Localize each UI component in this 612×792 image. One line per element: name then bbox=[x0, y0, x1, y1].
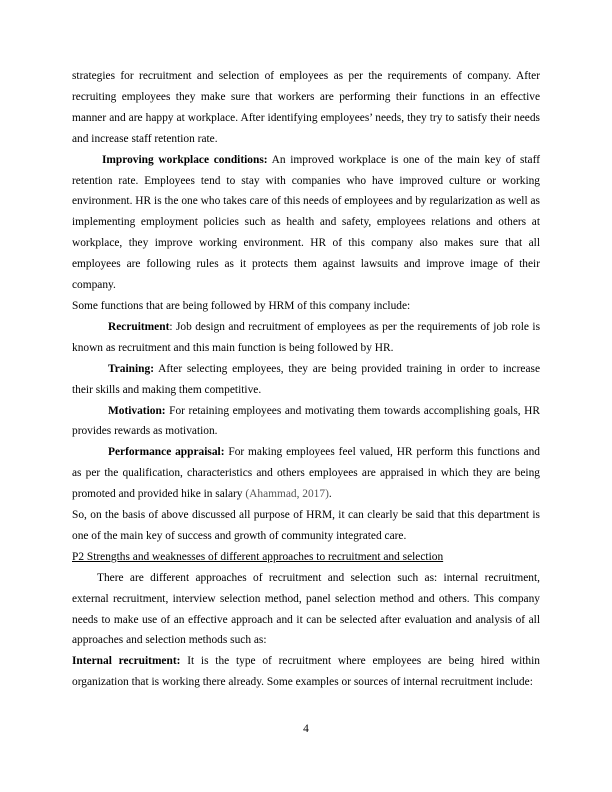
appraisal-citation: (Ahammad, 2017) bbox=[245, 488, 329, 501]
internal-recruitment-term: Internal recruitment: bbox=[72, 655, 181, 668]
paragraph-functions-intro: Some functions that are being followed by HRM of this company include: bbox=[72, 299, 411, 312]
recruitment-term: Recruitment bbox=[108, 320, 170, 333]
paragraph-retention-strategies: strategies for recruitment and selection of employees as per the requirements of company. After recruiting employees they make sure that workers are performing their functions in an effective manner and are happy at workplace. After identifying employees’ needs, they try to satisfy their needs and increase staff retention rate. bbox=[72, 70, 540, 145]
section-heading-p2: P2 Strengths and weaknesses of different approaches to recruitment and selection bbox=[72, 550, 444, 563]
paragraph-motivation bbox=[72, 401, 540, 443]
recruitment-text: : Job design and recruitment of employees as per the requirements of job role is known as recruitment and this main function is being followed by HR. bbox=[72, 320, 540, 354]
training-text: After selecting employees, they are being provided training in order to increase their skills and making them competitive. bbox=[72, 362, 540, 396]
paragraph-training bbox=[72, 359, 540, 401]
paragraph-internal-recruitment bbox=[72, 651, 540, 693]
motivation-term: Motivation: bbox=[108, 404, 166, 417]
paragraph-conclusion: So, on the basis of above discussed all purpose of HRM, it can clearly be said that this department is one of the main key of success and growth of community integrated care. bbox=[72, 509, 540, 542]
workplace-conditions-text: An improved workplace is one of the main key of staff retention rate. Employees tend to stay with companies who have improved culture or working environment. HR is the one who takes care of this needs of employees and by regularization as well as implementing employment policies such as health and safety, employees relations and others at workplace, they improve working environment. HR of this company also makes sure that all employees are following rules as it protects them against lawsuits and improve image of their company. bbox=[72, 153, 540, 292]
motivation-text: For retaining employees and motivating them towards accomplishing goals, HR provides rewards as motivation. bbox=[72, 404, 540, 438]
appraisal-term: Performance appraisal: bbox=[108, 446, 225, 459]
paragraph-recruitment bbox=[72, 317, 540, 359]
document-body bbox=[72, 66, 540, 693]
page-number: 4 bbox=[303, 723, 309, 735]
appraisal-end: . bbox=[328, 488, 332, 501]
paragraph-workplace-conditions bbox=[72, 150, 540, 296]
paragraph-performance-appraisal bbox=[72, 442, 540, 505]
training-term: Training: bbox=[108, 362, 154, 375]
paragraph-approaches: There are different approaches of recruitment and selection such as: internal recruitment, external recruitment, interview selection method, panel selection method and others. This company needs to make use of an effective approach and it can be selected after evaluation and analysis of all approaches and selection methods such as: bbox=[72, 571, 540, 647]
internal-recruitment-text: It is the type of recruitment where employees are being hired within organization that is working there already. Some examples or sources of internal recruitment include: bbox=[72, 655, 540, 689]
appraisal-text: For making employees feel valued, HR perform this functions and as per the qualification, characteristics and others employees are appraised in which they are being promoted and provided hike in salary bbox=[72, 446, 540, 501]
workplace-conditions-term: Improving workplace conditions: bbox=[102, 153, 268, 166]
